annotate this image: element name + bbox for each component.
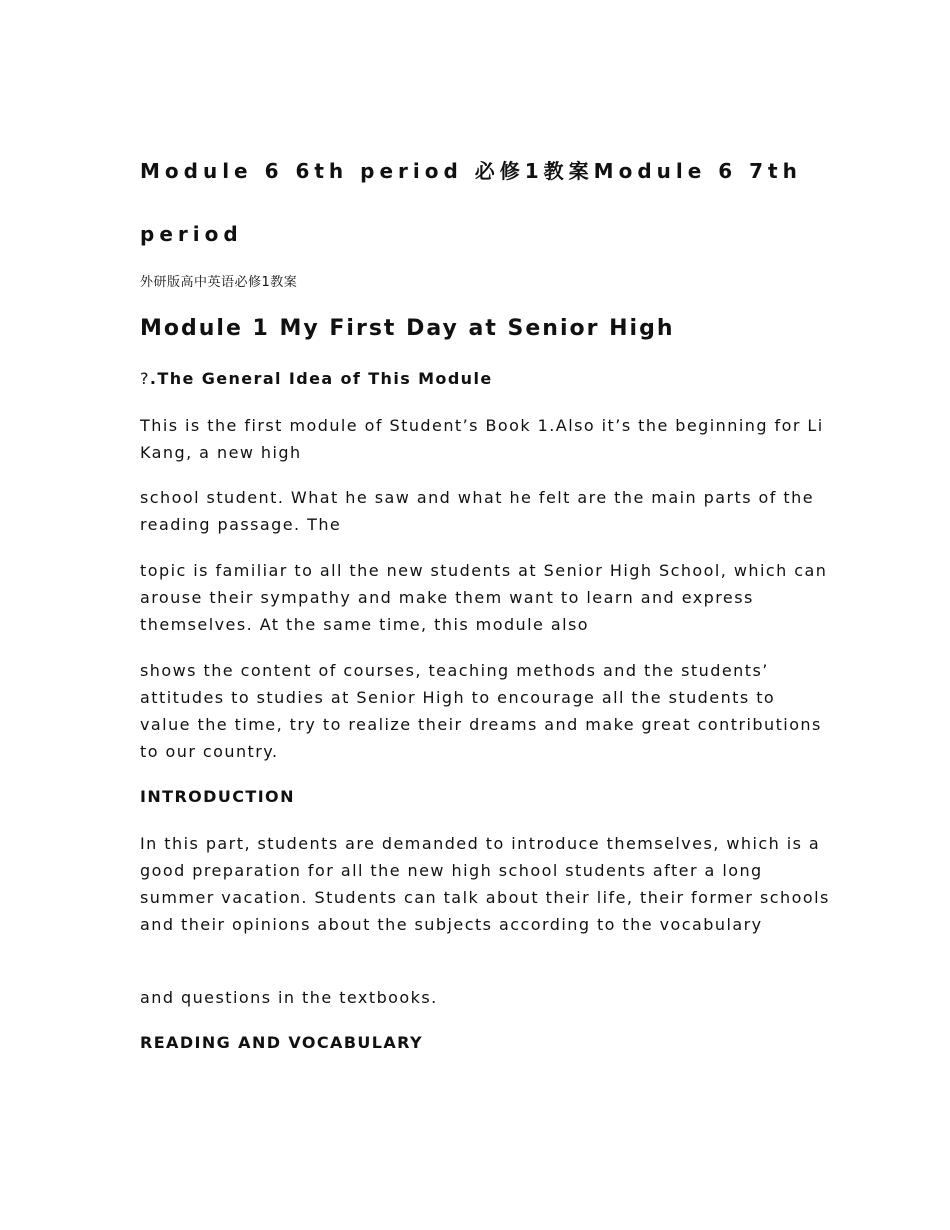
general-idea-heading: [140, 369, 493, 388]
general-idea-heading-text: .The General Idea of This Module: [149, 369, 493, 388]
general-idea-prefix: ?: [140, 369, 150, 388]
body-paragraph-2: school student. What he saw and what he felt are the main parts of the reading passage. The: [140, 488, 815, 534]
module-heading: Module 1 My First Day at Senior High: [140, 316, 675, 341]
document-title-line-2: period: [140, 222, 243, 246]
reading-vocabulary-heading: READING AND VOCABULARY: [140, 1033, 424, 1052]
introduction-heading: INTRODUCTION: [140, 787, 295, 806]
introduction-paragraph-2: and questions in the textbooks.: [140, 988, 438, 1007]
document-title-line-1: Module 6 6th period 必修1教案Module 6 7th: [140, 159, 802, 183]
body-paragraph-4: shows the content of courses, teaching methods and the students’ attitudes to studies at Senior High to encourage all the students to value the time, try to realize their dreams and make great contributions to our country.: [140, 661, 822, 761]
body-paragraph-3: topic is familiar to all the new students at Senior High School, which can arouse their sympathy and make them want to learn and express themselves. At the same time, this module also: [140, 561, 828, 634]
introduction-paragraph-1: In this part, students are demanded to introduce themselves, which is a good preparation for all the new high school students after a long summer vacation. Students can talk about their life, their former schools and their opinions about the subjects according to the vocabulary: [140, 834, 830, 934]
document-subtitle: 外研版高中英语必修1教案: [140, 275, 298, 290]
body-paragraph-1: This is the first module of Student’s Book 1.Also it’s the beginning for Li Kang, a new high: [140, 416, 824, 462]
